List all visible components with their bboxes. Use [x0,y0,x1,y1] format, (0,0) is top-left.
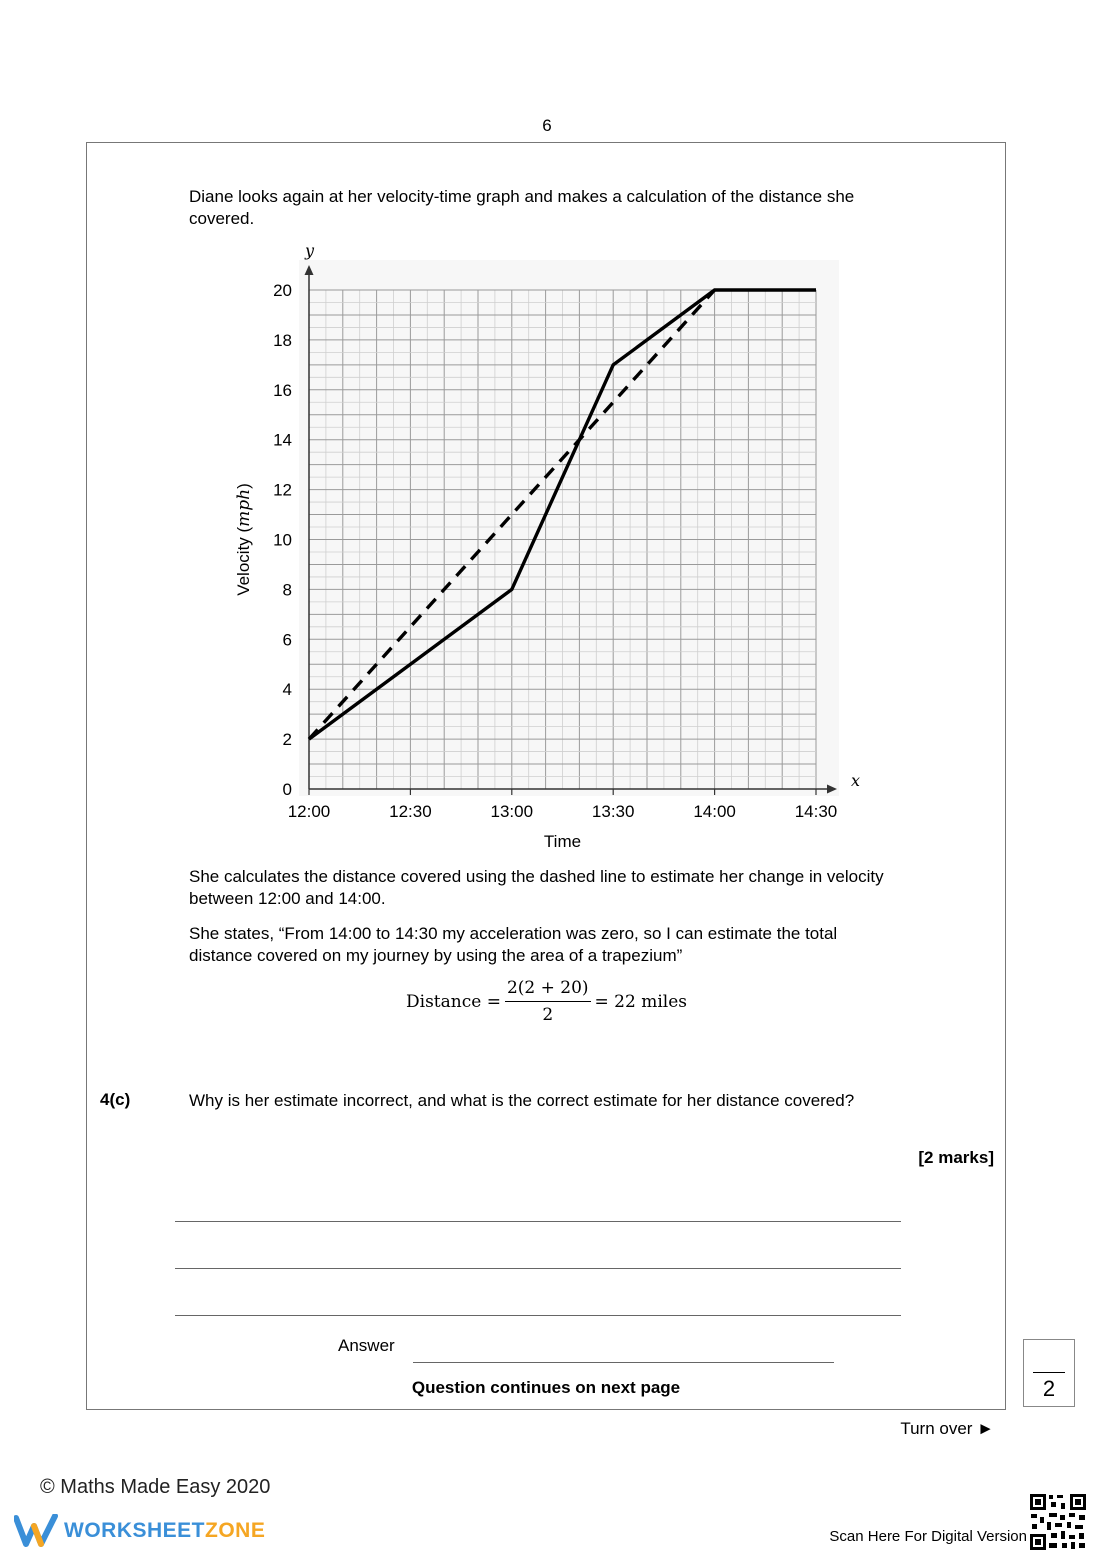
intro-text: Diane looks again at her velocity-time graph and makes a calculation of the distance she covered. [189,187,855,228]
y-tick-label: 10 [273,530,292,550]
brand-text-zone: ZONE [205,1519,266,1542]
y-axis-letter: y [305,241,315,260]
x-tick-label: 14:00 [693,802,736,821]
x-tick-label: 14:30 [794,802,838,821]
x-axis-label: Time [543,832,582,851]
x-tick-label: 12:30 [389,802,432,821]
x-axis-letter: x [851,771,861,790]
y-tick-label: 2 [282,730,292,750]
marks-label: [2 marks] [918,1148,994,1167]
formula-fraction [505,978,591,1025]
copyright-text: © Maths Made Easy 2020 [40,1476,271,1498]
formula-lhs: Distance = [406,991,501,1012]
turn-over-label: Turn over ► [900,1419,994,1438]
formula-numerator: 2(2 + 20) [505,978,591,1002]
y-tick-label: 20 [273,281,292,300]
answer-writing-line-2[interactable] [175,1268,901,1269]
y-tick-label: 12 [273,480,292,500]
scan-digital-version-text: Scan Here For Digital Version [829,1528,1027,1545]
mark-box-value: 2 [1042,1376,1056,1401]
y-tick-label: 14 [273,430,292,450]
explanation-paragraph-2: She states, “From 14:00 to 14:30 my acceleration was zero, so I can estimate the total distance covered on my journey by using the area of a trapezium” [189,924,838,965]
y-tick-label: 16 [273,380,292,400]
answer-writing-line-3[interactable] [175,1315,901,1316]
worksheetzone-brand [14,1514,265,1548]
answer-writing-line-1[interactable] [175,1221,901,1222]
y-tick-label: 18 [273,330,292,350]
x-tick-label: 13:30 [591,802,635,821]
qr-code-icon[interactable] [1029,1493,1087,1551]
answer-label: Answer [338,1336,395,1355]
y-tick-label: 6 [282,630,292,650]
brand-text [64,1519,265,1543]
x-tick-label: 13:00 [490,802,534,821]
velocity-time-graph [225,240,875,860]
formula-denominator: 2 [542,1005,554,1025]
mark-box-divider [1033,1372,1065,1373]
y-axis-label-main: Velocity [234,537,253,596]
y-tick-label: 4 [282,680,292,700]
y-tick-label: 8 [282,580,292,600]
x-tick-label: 12:00 [287,802,331,821]
y-axis-label-unit: mph [234,488,254,527]
answer-line[interactable] [413,1362,834,1363]
brand-text-worksheet: WORKSHEET [64,1519,205,1542]
explanation-paragraph-1: She calculates the distance covered using the dashed line to estimate her change in velocity between 12:00 and 14:00. [189,867,884,908]
page-number: 6 [542,116,552,135]
formula-rhs: = 22 miles [594,991,687,1012]
worksheetzone-logo-icon [14,1514,58,1548]
distance-formula [406,978,687,1025]
y-axis-label: Velocity (mph) [234,483,254,596]
question-continues-note: Question continues on next page [411,1378,681,1397]
mark-box [1023,1339,1075,1407]
question-text: Why is her estimate incorrect, and what is the correct estimate for her distance covered? [189,1091,855,1110]
y-tick-label: 0 [282,780,292,799]
question-number: 4(c) [100,1090,131,1109]
